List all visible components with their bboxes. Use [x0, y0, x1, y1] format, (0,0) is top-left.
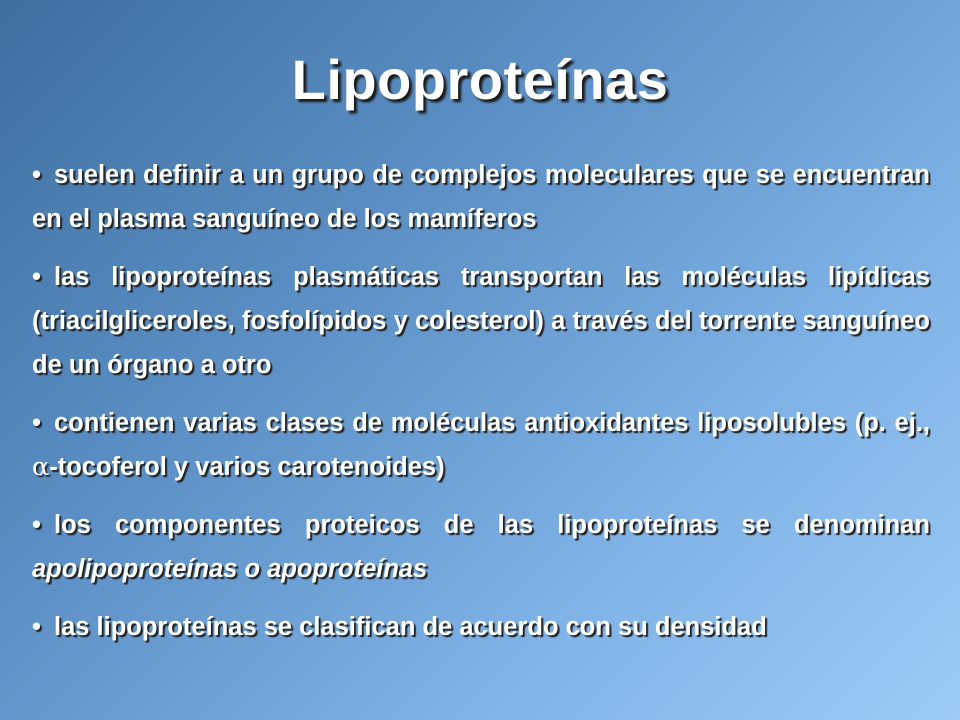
bullet-item-2	[32, 255, 930, 387]
slide-title: Lipoproteínas	[291, 48, 669, 111]
bullet-text-before: los componentes proteicos de las lipoproteínas se denominan	[54, 511, 930, 539]
bullet-icon: •	[32, 409, 41, 437]
bullet-text-before: contienen varias clases de moléculas antioxidantes liposolubles (p. ej.,	[54, 409, 930, 437]
bullet-icon: •	[32, 263, 41, 291]
bullet-icon: •	[32, 613, 41, 641]
bullet-icon: •	[32, 161, 41, 189]
bullet-item-5	[32, 605, 930, 649]
bullet-text: las lipoproteínas plasmáticas transportan las moléculas lipídicas (triacilgliceroles, fosfolípidos y colesterol) a través del torrente sanguíneo de un órgano a otro	[32, 263, 930, 379]
bullet-item-4	[32, 503, 930, 591]
bullet-item-1	[32, 153, 930, 241]
bullet-text: suelen definir a un grupo de complejos moleculares que se encuentran en el plasma sanguíneo de los mamíferos	[32, 161, 930, 233]
bullet-icon: •	[32, 511, 41, 539]
bullet-list	[32, 153, 930, 663]
bullet-item-3	[32, 401, 930, 489]
bullet-text-after: -tocoferol y varios carotenoides)	[49, 453, 445, 481]
bullet-text: las lipoproteínas se clasifican de acuerdo con su densidad	[54, 613, 767, 641]
italic-term: apolipoproteínas o apoproteínas	[32, 555, 428, 583]
alpha-symbol: α	[32, 452, 50, 482]
